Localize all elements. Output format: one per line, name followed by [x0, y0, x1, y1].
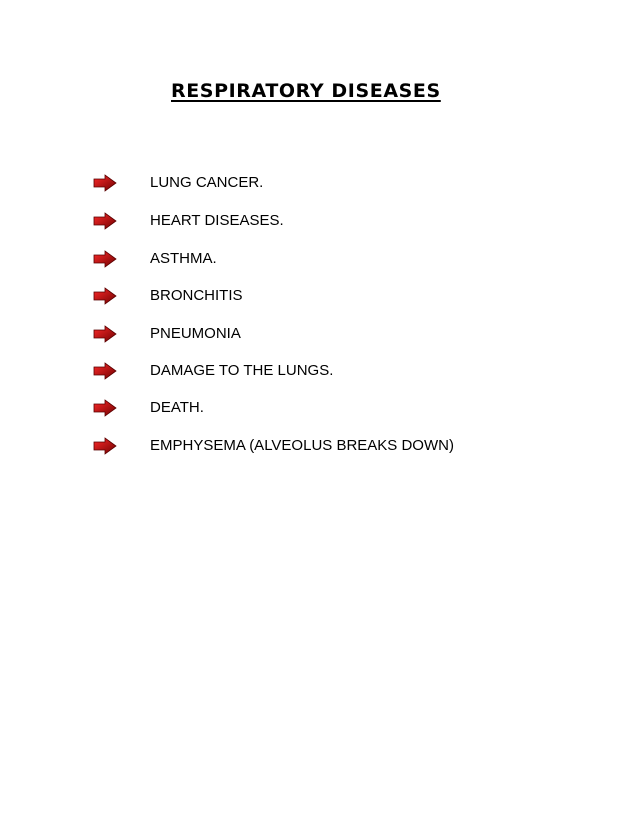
red-arrow-icon: [93, 250, 117, 268]
list-item-text: DAMAGE TO THE LUNGS.: [150, 362, 334, 379]
list-item: [0, 325, 560, 360]
list-item: [0, 212, 560, 247]
list-item: [0, 287, 560, 322]
list-item: [0, 437, 560, 472]
red-arrow-icon: [93, 399, 117, 417]
page-title: RESPIRATORY DISEASES: [171, 80, 441, 102]
red-arrow-icon: [93, 437, 117, 455]
red-arrow-icon: [93, 212, 117, 230]
list-item: [0, 250, 560, 285]
red-arrow-icon: [93, 287, 117, 305]
list-item: [0, 399, 560, 434]
list-item: [0, 362, 560, 397]
list-item-text: LUNG CANCER.: [150, 174, 264, 191]
list-item-text: ASTHMA.: [150, 250, 217, 267]
list-item-text: DEATH.: [150, 399, 204, 416]
list-item-text: EMPHYSEMA (ALVEOLUS BREAKS DOWN): [150, 437, 454, 454]
red-arrow-icon: [93, 325, 117, 343]
list-item: [0, 174, 560, 209]
list-item-text: BRONCHITIS: [150, 287, 243, 304]
list-item-text: PNEUMONIA: [150, 325, 241, 342]
red-arrow-icon: [93, 174, 117, 192]
red-arrow-icon: [93, 362, 117, 380]
list-item-text: HEART DISEASES.: [150, 212, 284, 229]
